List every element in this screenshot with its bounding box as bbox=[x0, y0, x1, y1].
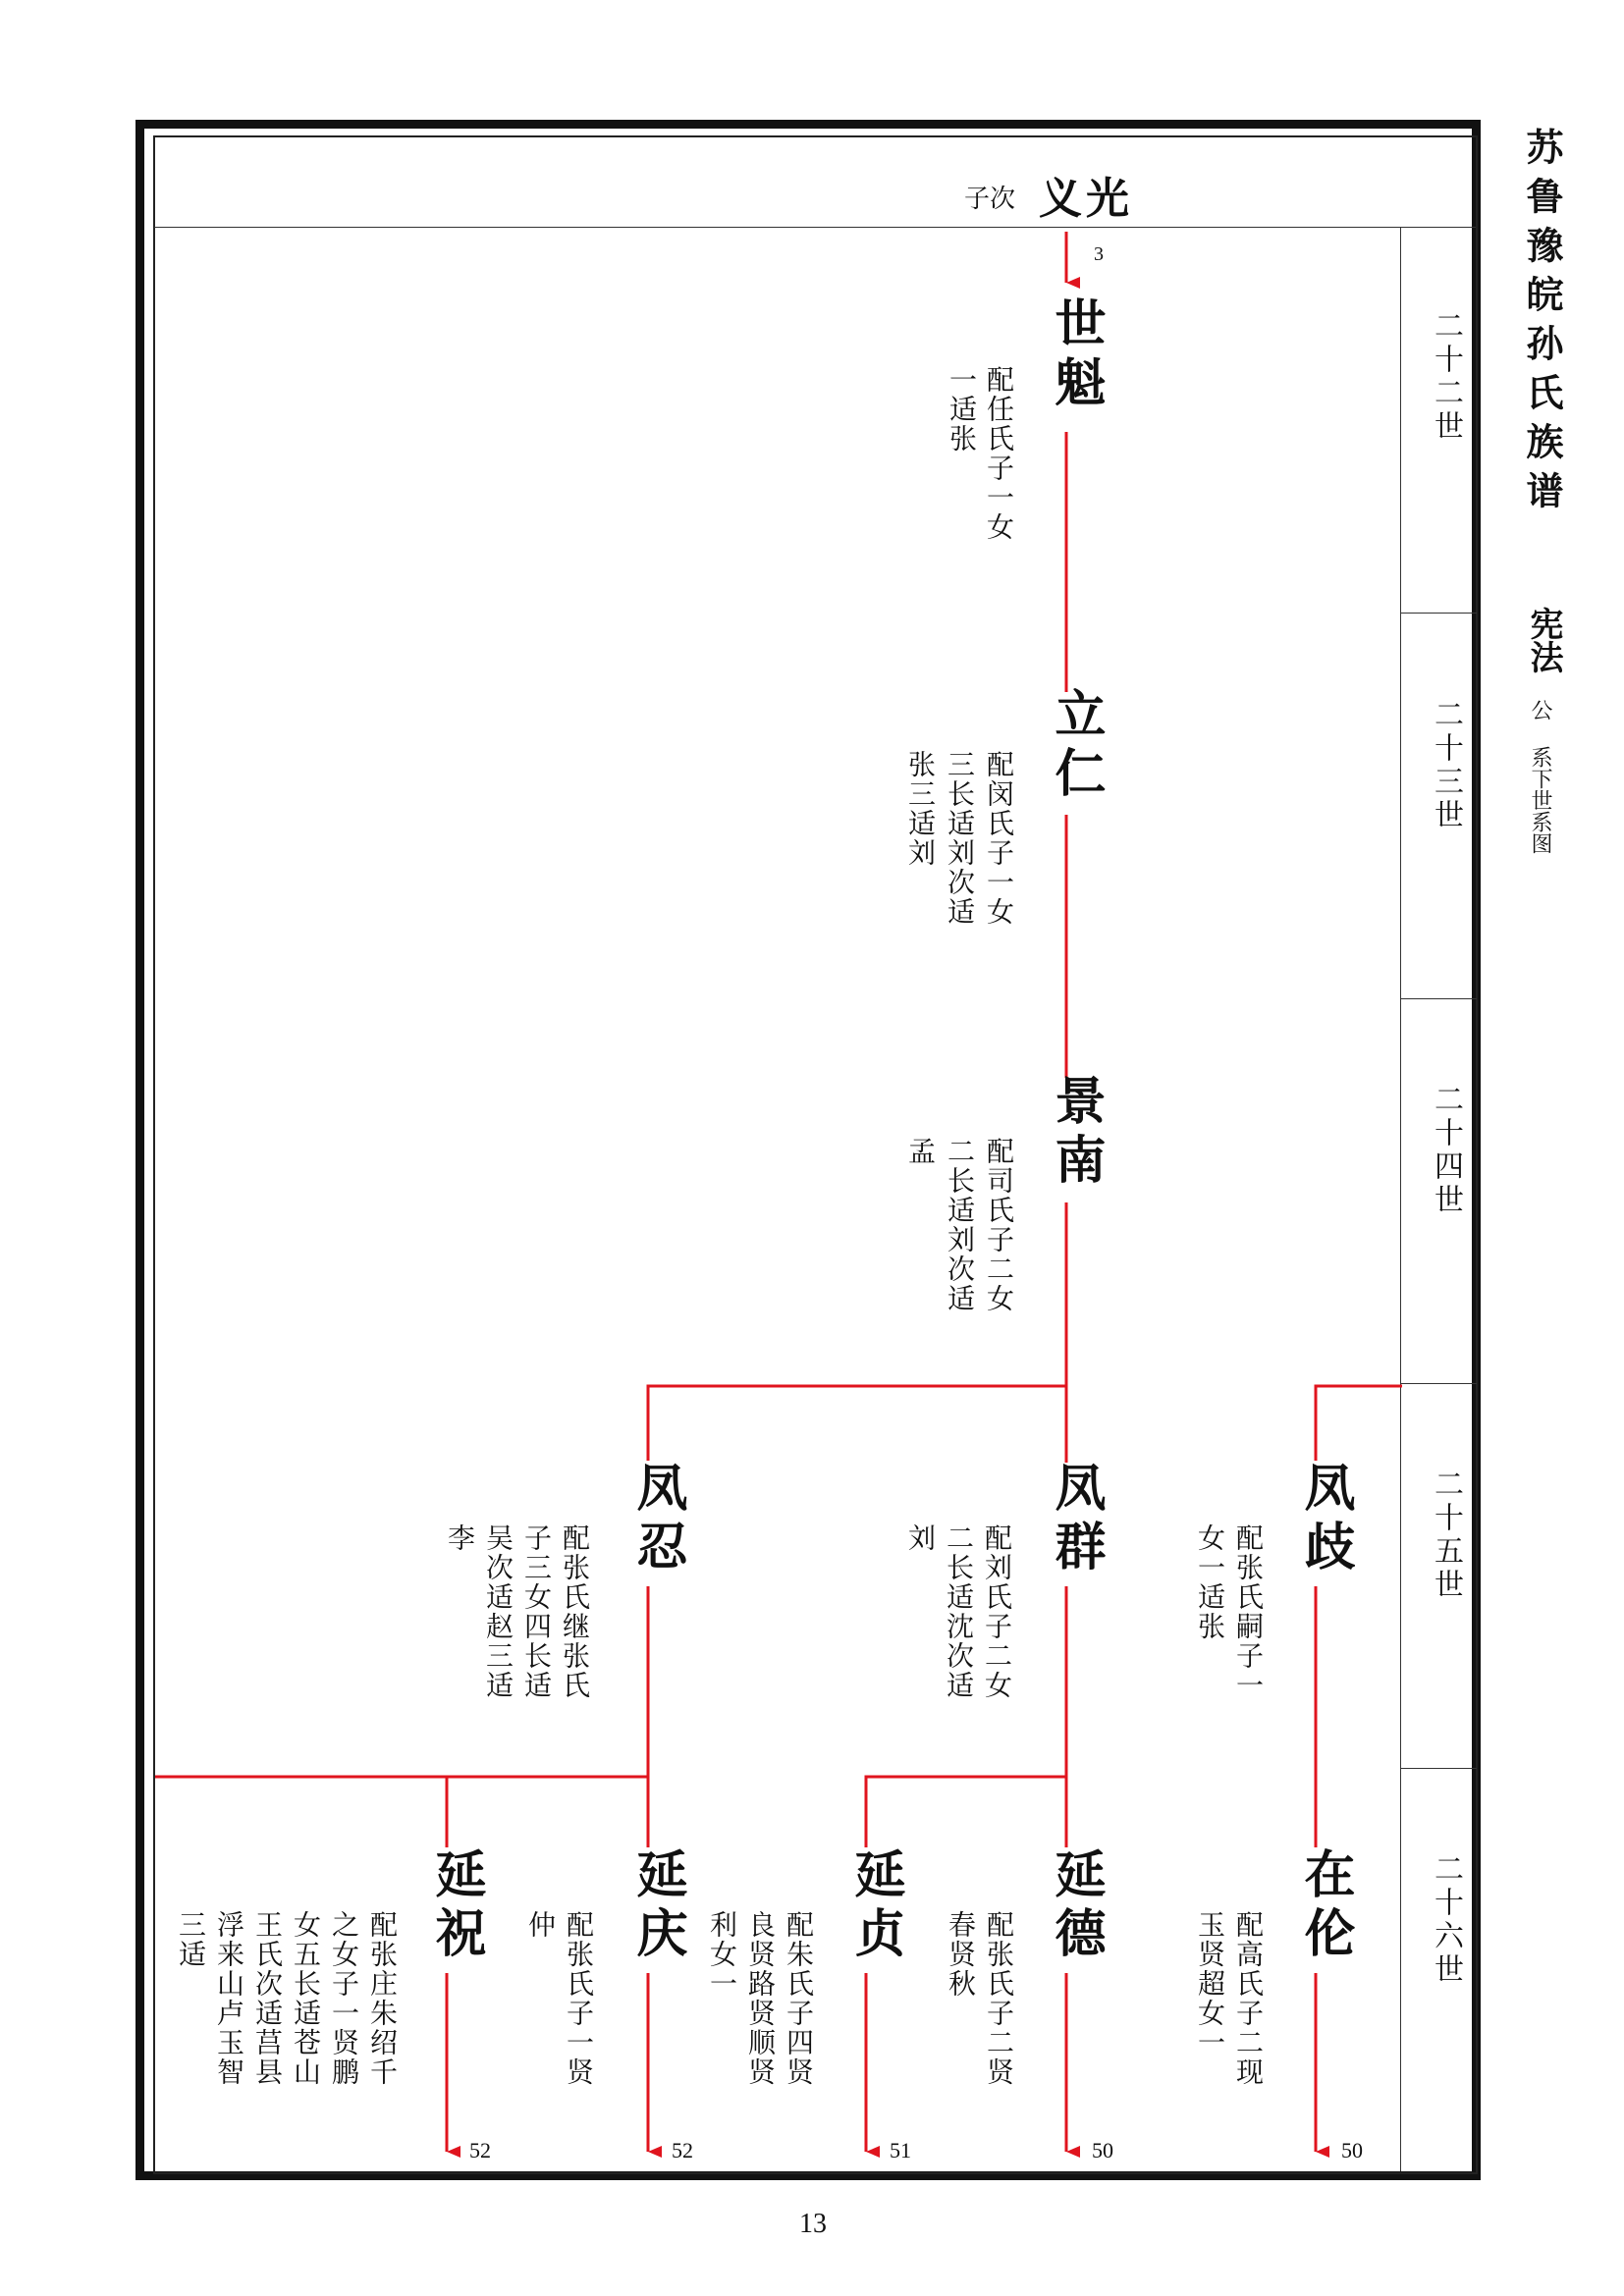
person-name: 延祝 bbox=[426, 1847, 486, 1965]
branch-line bbox=[866, 1777, 1066, 1847]
branch-line bbox=[1316, 1386, 1402, 1461]
person-note: 配刘氏子二女 bbox=[981, 1523, 1013, 1700]
person-note: 女一适张 bbox=[1194, 1523, 1226, 1641]
person-note: 浮来山卢玉智 bbox=[213, 1910, 245, 2087]
person-note: 三长适刘次适 bbox=[944, 750, 976, 927]
genealogy-title: 苏鲁豫皖孙氏族谱 bbox=[1520, 128, 1564, 520]
person-note: 配任氏子一女 bbox=[983, 365, 1015, 542]
person-note: 配张氏嗣子一 bbox=[1232, 1523, 1265, 1700]
person-note: 利女一 bbox=[706, 1910, 738, 1999]
person-note: 刘 bbox=[904, 1523, 937, 1553]
page-ref: 50 bbox=[1341, 2138, 1363, 2163]
page-ref: 52 bbox=[469, 2138, 491, 2163]
person-note: 配张氏子一贤 bbox=[563, 1910, 595, 2087]
section-title: 系下世系图 bbox=[1528, 746, 1552, 854]
generation-label: 二十五世 bbox=[1429, 1468, 1463, 1602]
person-note: 之女子一贤鹏 bbox=[328, 1910, 360, 2087]
person-name: 景南 bbox=[1046, 1074, 1106, 1192]
page-ref: 52 bbox=[672, 2138, 693, 2163]
header-label: 子次 bbox=[964, 185, 1016, 214]
person-note: 配高氏子二现 bbox=[1232, 1910, 1265, 2087]
person-note: 配闵氏子一女 bbox=[983, 750, 1015, 927]
person-name: 在伦 bbox=[1295, 1847, 1355, 1965]
person-name: 立仁 bbox=[1046, 687, 1106, 805]
person-note: 配司氏子二女 bbox=[983, 1137, 1015, 1313]
branch-name: 宪法 bbox=[1524, 607, 1563, 673]
person-name: 延贞 bbox=[845, 1847, 905, 1965]
generation-label: 二十四世 bbox=[1429, 1084, 1463, 1217]
person-note: 吴次适赵三适 bbox=[482, 1523, 514, 1700]
person-note: 良贤路贤顺贤 bbox=[744, 1910, 777, 2087]
person-name: 延庆 bbox=[627, 1847, 687, 1965]
person-note: 子三女四长适 bbox=[520, 1523, 553, 1700]
person-note: 三适 bbox=[175, 1910, 207, 1969]
person-note: 仲 bbox=[524, 1910, 557, 1940]
person-note: 配张氏子二贤 bbox=[983, 1910, 1015, 2087]
branch-line bbox=[648, 1386, 1066, 1461]
person-name: 凤忍 bbox=[627, 1461, 687, 1578]
person-note: 春贤秋 bbox=[945, 1910, 977, 1999]
person-note: 玉贤超女一 bbox=[1194, 1910, 1226, 2057]
page-ref: 50 bbox=[1092, 2138, 1113, 2163]
person-note: 女五长适苍山 bbox=[290, 1910, 322, 2087]
person-name: 世魁 bbox=[1046, 296, 1106, 414]
generation-label: 二十二世 bbox=[1429, 310, 1463, 444]
person-note: 二长适沈次适 bbox=[943, 1523, 975, 1700]
person-name: 延德 bbox=[1046, 1847, 1106, 1965]
person-note: 配张氏继张氏 bbox=[559, 1523, 591, 1700]
person-note: 王氏次适莒县 bbox=[251, 1910, 284, 2087]
person-name: 凤群 bbox=[1046, 1461, 1106, 1578]
person-note: 一适张 bbox=[946, 365, 978, 454]
person-note: 二长适刘次适 bbox=[944, 1137, 976, 1313]
generation-label: 二十六世 bbox=[1429, 1853, 1463, 1987]
person-note: 张三适刘 bbox=[904, 750, 937, 868]
header-name: 义光 bbox=[1039, 174, 1133, 224]
generation-label: 二十三世 bbox=[1429, 699, 1463, 832]
page-ref: 51 bbox=[890, 2138, 911, 2163]
person-note: 配张庄朱绍千 bbox=[366, 1910, 399, 2087]
page-number: 13 bbox=[799, 2209, 827, 2239]
person-note: 配朱氏子四贤 bbox=[783, 1910, 815, 2087]
person-note: 李 bbox=[444, 1523, 476, 1553]
branch-suffix: 公 bbox=[1528, 699, 1552, 721]
header-ref: 3 bbox=[1094, 243, 1104, 265]
person-note: 孟 bbox=[904, 1137, 937, 1166]
person-name: 凤歧 bbox=[1295, 1461, 1355, 1578]
